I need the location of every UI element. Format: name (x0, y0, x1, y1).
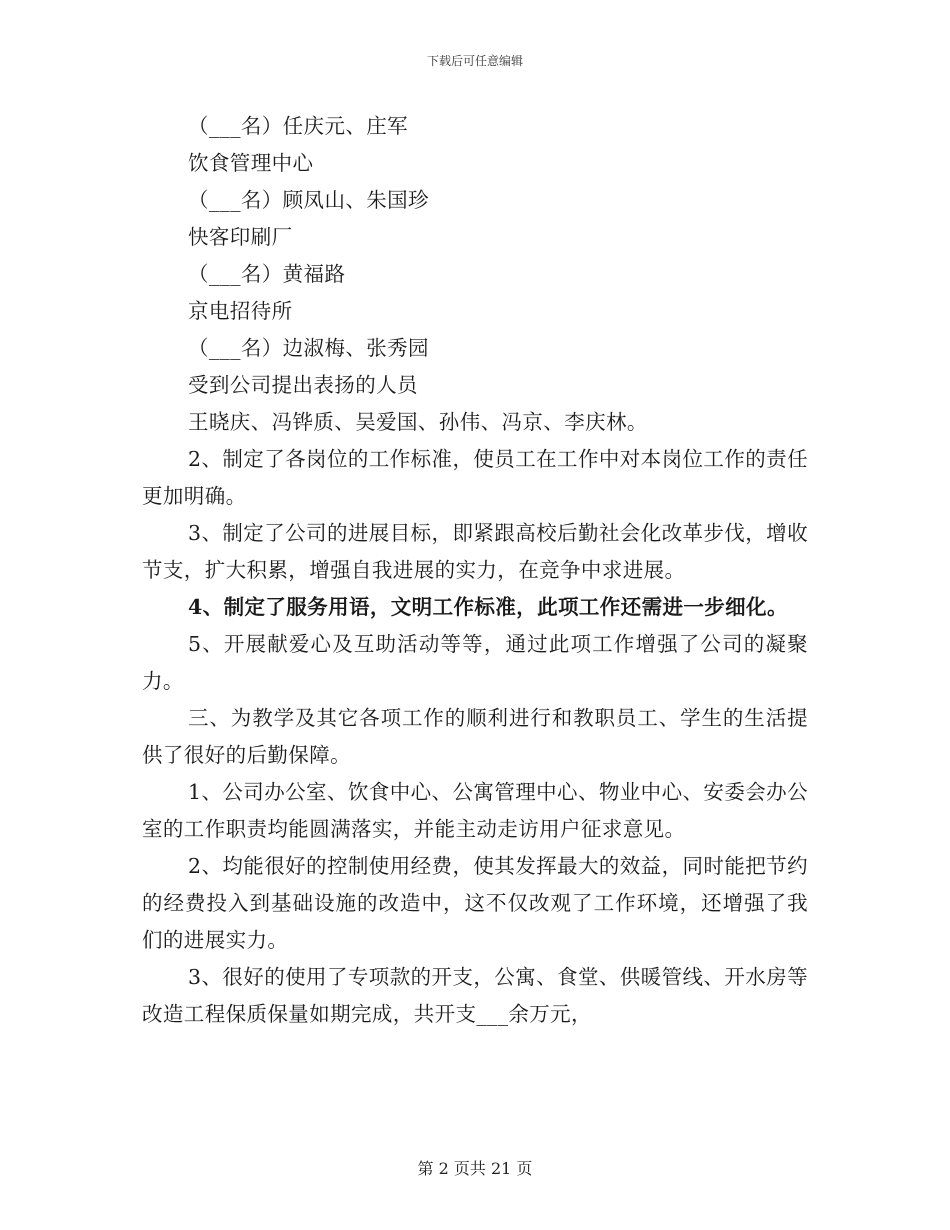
text-line: （___名）黄福路 (188, 262, 346, 286)
paragraph: 2、均能很好的控制使用经费，使其发挥最大的效益，同时能把节约的经费投入到基础设施的改造中，这不仅改观了工作环境，还增强了我们的进展实力。 (142, 854, 808, 952)
text-line: 受到公司提出表扬的人员 (188, 373, 418, 397)
text-line: 京电招待所 (188, 299, 293, 323)
paragraph: 3、很好的使用了专项款的开支，公寓、食堂、供暖管线、开水房等改造工程保质保量如期完成，共开支___余万元， (142, 965, 808, 1026)
text-line: （___名）顾凤山、朱国珍 (188, 188, 429, 212)
document-body (142, 108, 808, 1033)
text-line: 王晓庆、冯铧质、吴爱国、孙伟、冯京、李庆林。 (188, 410, 648, 434)
text-line: （___名）任庆元、庄军 (188, 114, 409, 138)
text-line: 快客印刷厂 (188, 225, 293, 249)
paragraph: 5、开展献爱心及互助活动等等，通过此项工作增强了公司的凝聚力。 (142, 632, 808, 693)
text-line: （___名）边淑梅、张秀园 (188, 336, 429, 360)
text-line: 饮食管理中心 (188, 151, 314, 175)
paragraph: 1、公司办公室、饮食中心、公寓管理中心、物业中心、安委会办公室的工作职责均能圆满落实，并能主动走访用户征求意见。 (142, 780, 808, 841)
paragraph: 2、制定了各岗位的工作标准，使员工在工作中对本岗位工作的责任更加明确。 (142, 447, 808, 508)
section-heading-paragraph: 三、为教学及其它各项工作的顺利进行和教职员工、学生的生活提供了很好的后勤保障。 (142, 706, 808, 767)
page-footer: 第 2 页共 21 页 (417, 1159, 533, 1178)
paragraph-bold: 4、制定了服务用语，文明工作标准，此项工作还需进一步细化。 (188, 595, 788, 619)
paragraph: 3、制定了公司的进展目标，即紧跟高校后勤社会化改革步伐，增收节支，扩大积累，增强自我进展的实力，在竞争中求进展。 (142, 521, 808, 582)
page-header: 下载后可任意编辑 (426, 54, 523, 68)
